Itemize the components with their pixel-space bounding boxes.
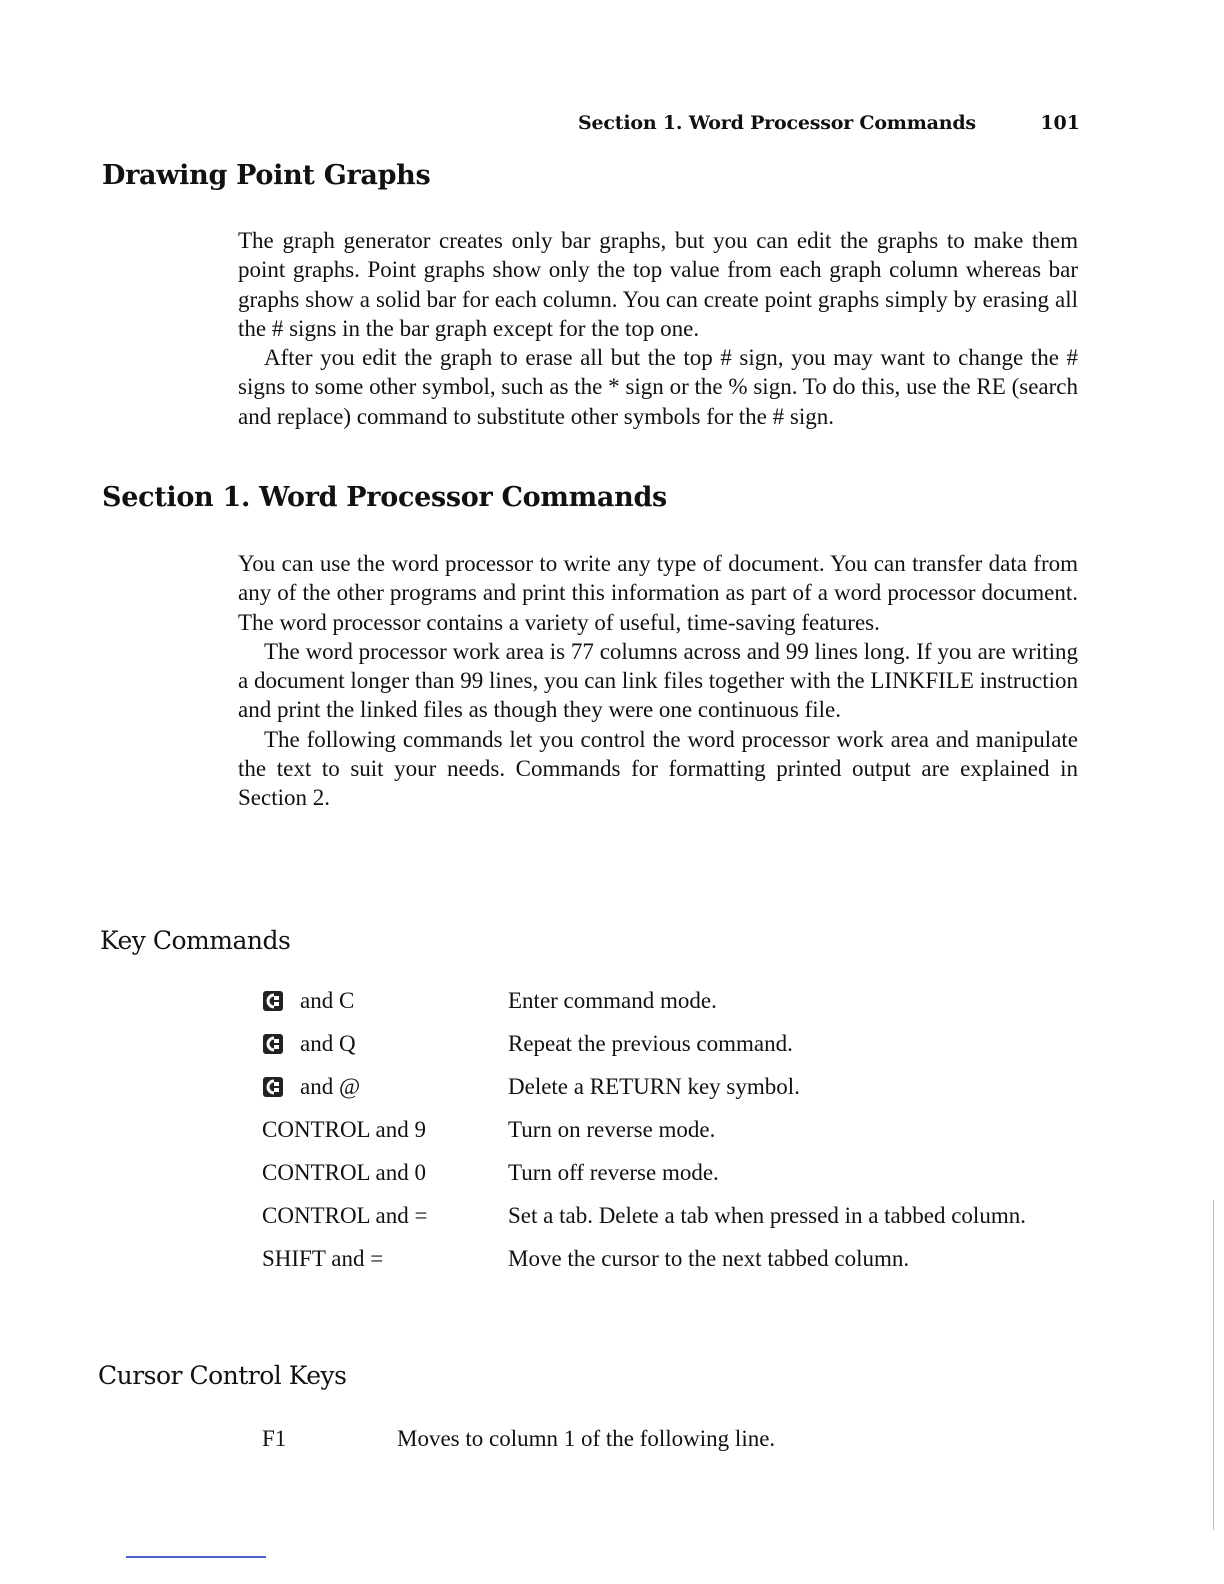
key-cell: F1 [262,1426,287,1451]
commands-paragraph-2: The word processor work area is 77 columns across and 99 lines long. If you are writing a document longer than 99 lines, you can link files together with the LINKFILE instruction and print the linked files as though they were one continuous file. [238,638,1078,723]
key-cell: CONTROL and 0 [262,1160,426,1185]
commodore-key-icon [262,1076,284,1098]
table-row [262,986,1042,1015]
table-row [262,1115,1042,1144]
table-row [262,1029,1042,1058]
table-row [262,1424,1042,1453]
description-cell: Set a tab. Delete a tab when pressed in a tabbed column. [508,1203,1026,1228]
commodore-key-icon [262,990,284,1012]
table-row [262,1072,1042,1101]
heading-cursor-control-keys: Cursor Control Keys [98,1361,347,1390]
key-cell: SHIFT and = [262,1246,384,1271]
description-cell: Delete a RETURN key symbol. [508,1074,800,1099]
commands-paragraph-1: You can use the word processor to write any type of document. You can transfer data from any of the other programs and print this information as part of a word processor document. The word processor contains a variety of useful, time-saving features. [238,551,1078,635]
description-cell: Turn on reverse mode. [508,1117,716,1142]
key-label: and C [300,988,355,1013]
key-commands-table [262,986,1042,1287]
graphs-paragraph-1: The graph generator creates only bar graphs, but you can edit the graphs to make them point graphs. Point graphs show only the top value from each graph column whereas bar graphs show a solid bar for each column. You can create point graphs simply by erasing all the # signs in the bar graph except for the top one. [238,228,1078,341]
description-cell: Turn off reverse mode. [508,1160,719,1185]
description-cell: Move the cursor to the next tabbed column. [508,1246,910,1271]
page-number: 101 [1040,112,1080,134]
key-cell [262,986,508,1015]
heading-key-commands: Key Commands [100,926,291,955]
table-row [262,1244,1042,1273]
graphs-body [238,226,1078,431]
heading-section-1: Section 1. Word Processor Commands [102,482,667,513]
description-cell: Moves to column 1 of the following line. [397,1426,776,1451]
running-header [578,112,1080,134]
key-cell [262,1029,508,1058]
running-header-title: Section 1. Word Processor Commands [578,112,976,134]
scan-edge-line [1213,1200,1214,1530]
commands-body [238,549,1078,813]
heading-drawing-point-graphs: Drawing Point Graphs [102,160,431,191]
key-cell: CONTROL and = [262,1203,428,1228]
footer-rule [126,1556,266,1558]
key-label: and @ [300,1074,361,1099]
key-cell: CONTROL and 9 [262,1117,426,1142]
graphs-paragraph-2: After you edit the graph to erase all but the top # sign, you may want to change the # signs to some other symbol, such as the * sign or the % sign. To do this, use the RE (search and replace) command to substitute other symbols for the # sign. [238,345,1078,429]
key-cell [262,1072,508,1101]
commands-paragraph-3: The following commands let you control the word processor work area and manipulate the text to suit your needs. Commands for formatting printed output are explained in Section 2. [238,726,1078,811]
table-row [262,1201,1042,1230]
description-cell: Enter command mode. [508,988,717,1013]
description-cell: Repeat the previous command. [508,1031,793,1056]
table-row [262,1158,1042,1187]
commodore-key-icon [262,1033,284,1055]
key-label: and Q [300,1031,356,1056]
